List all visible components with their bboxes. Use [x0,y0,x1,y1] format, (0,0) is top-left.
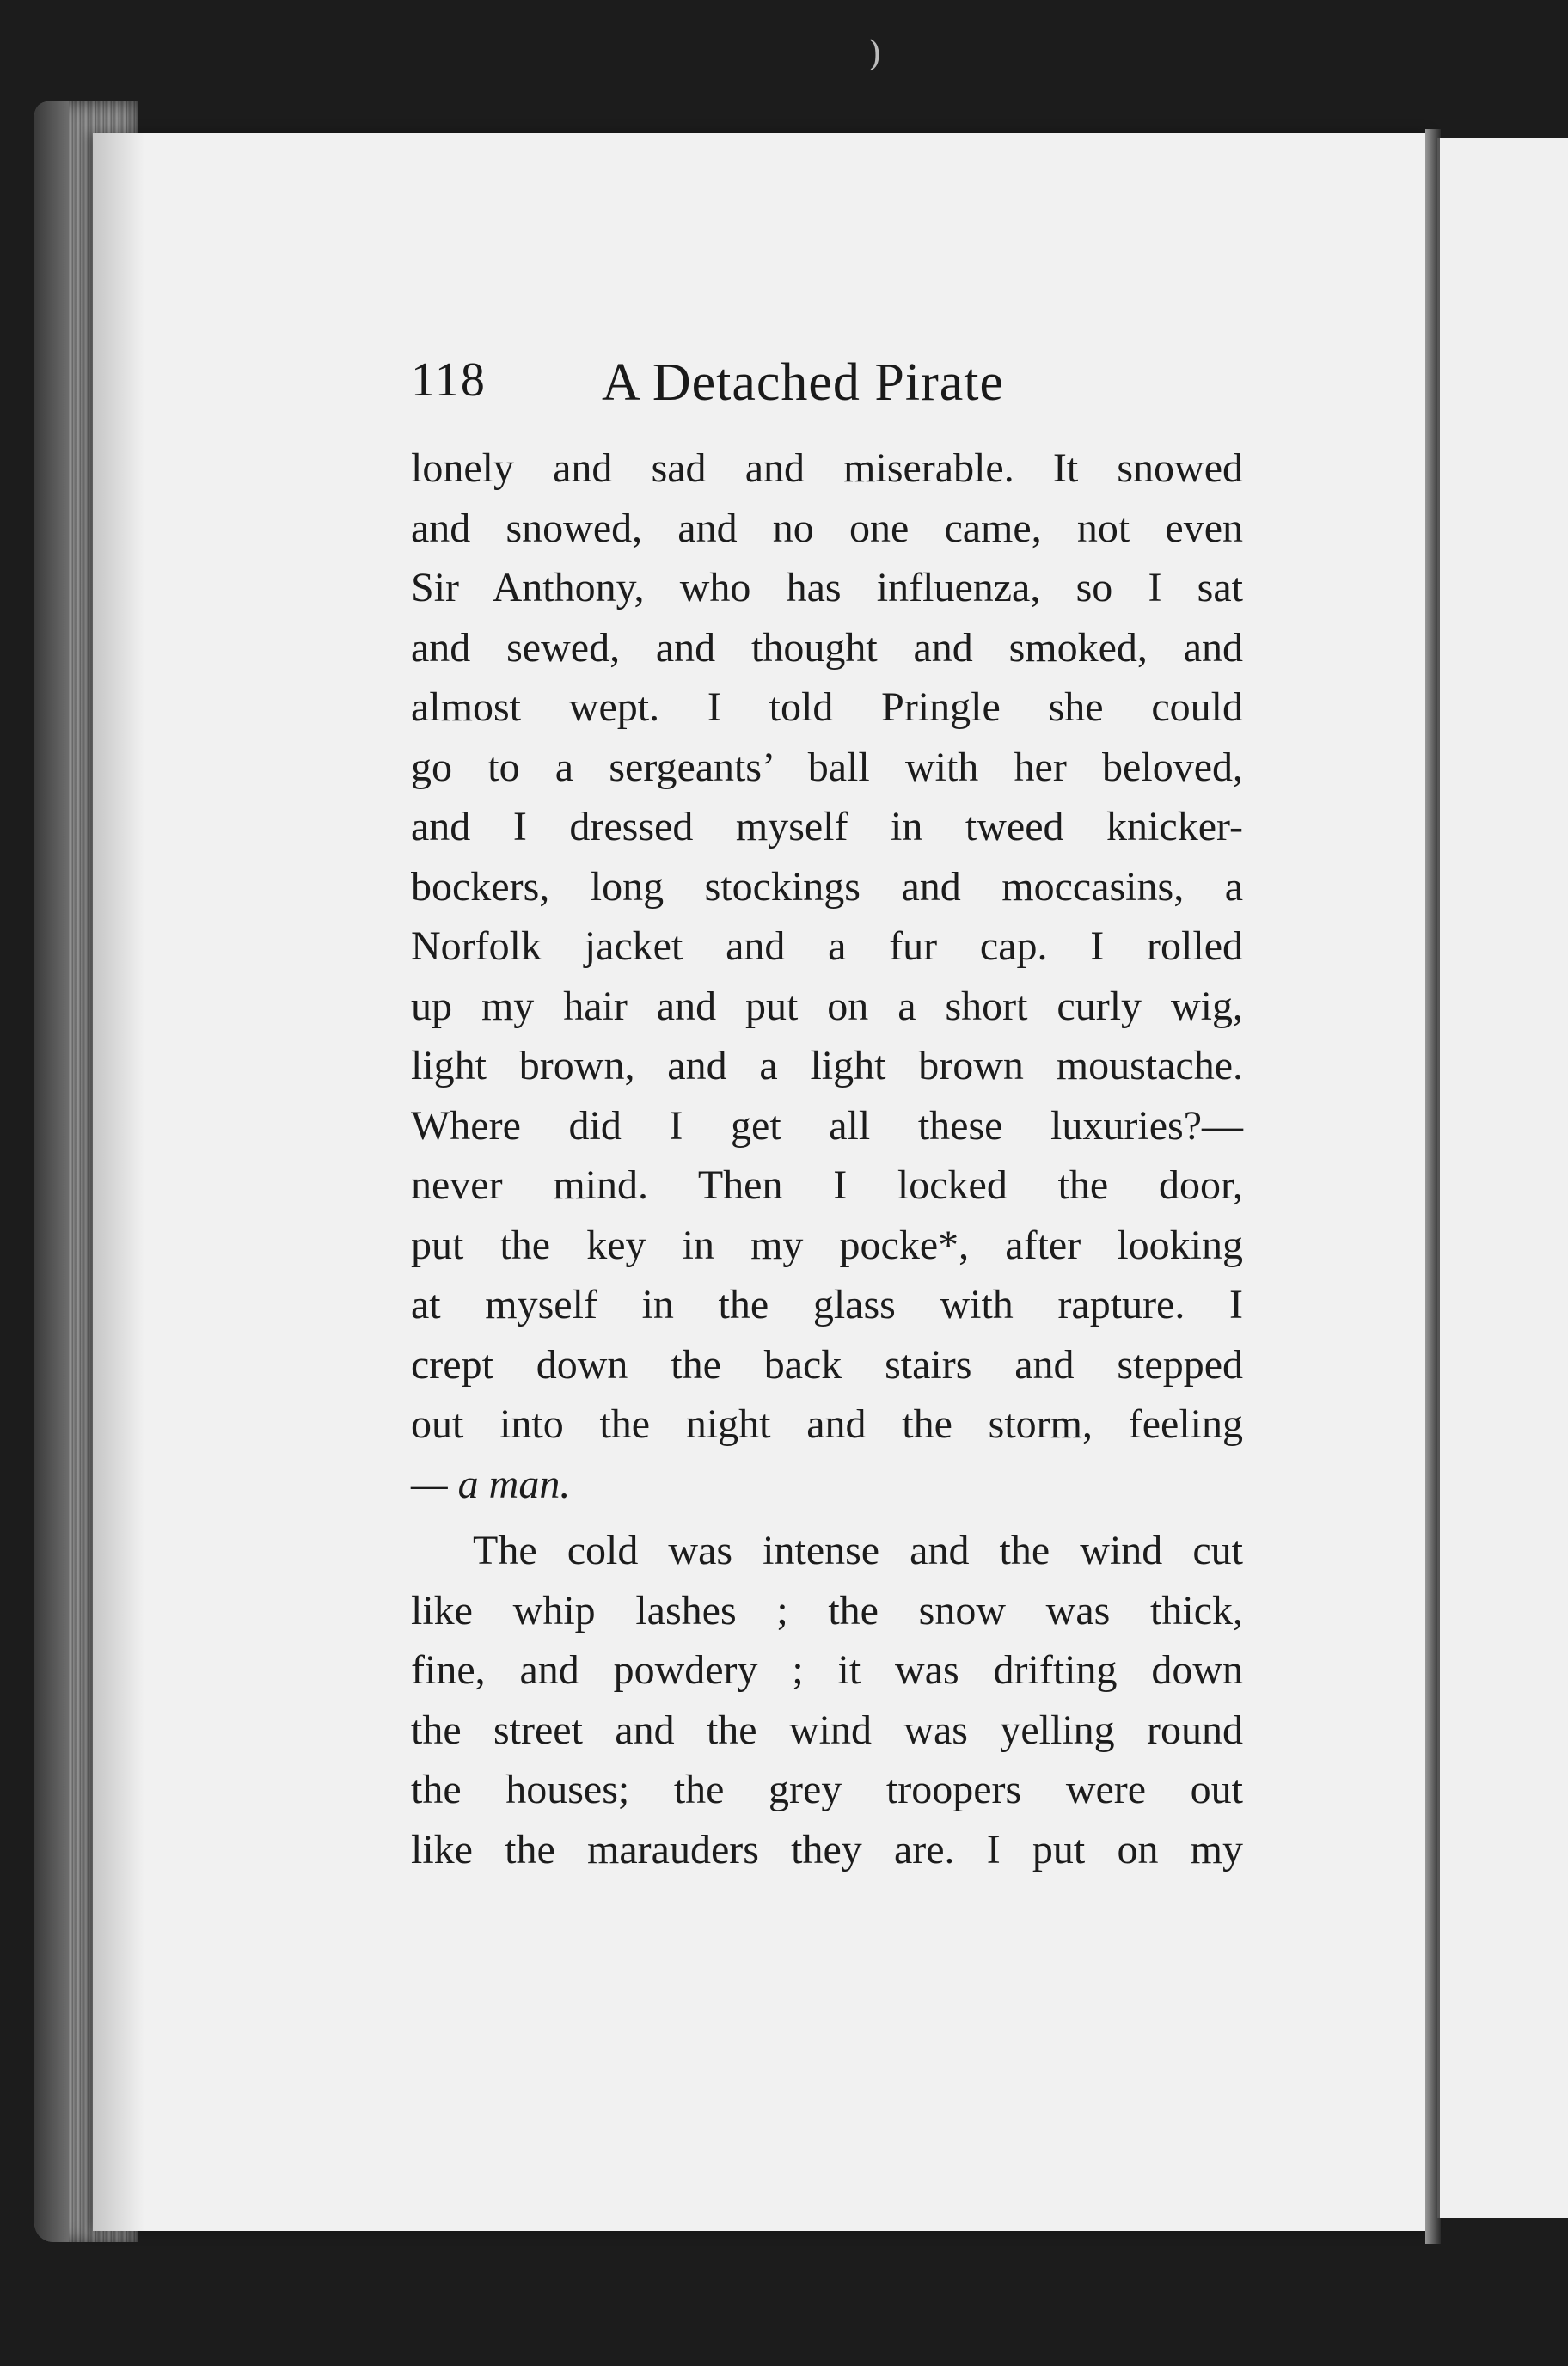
top-mark: ) [868,34,882,74]
text-line: The cold was intense and the wind cut [473,1528,1243,1573]
text-line: out into the night and the storm, feeling [411,1401,1243,1447]
text-line: lonely and sad and miserable. It snowed [411,445,1243,491]
text-line: go to a sergeants’ ball with her beloved, [411,744,1243,790]
text-line: light brown, and a light brown moustache. [411,1043,1243,1088]
text-line: like whip lashes ; the snow was thick, [411,1587,1243,1634]
text-line: crept down the back stairs and stepped [411,1341,1243,1388]
body-text [411,438,1243,1879]
text-line: the street and the wind was yelling round [411,1707,1243,1753]
text-line: never mind. Then I locked the door, [411,1162,1243,1208]
text-line: and sewed, and thought and smoked, and [411,624,1243,671]
paragraph-1 [411,438,1243,1514]
page-number: 118 [411,353,487,407]
text-line-italic: — a man. [411,1461,571,1507]
facing-page [1437,138,1568,2218]
text-line: like the marauders they are. I put on my [411,1826,1243,1873]
page-shadow [93,133,144,2231]
text-line: and I dressed myself in tweed knicker- [411,804,1243,849]
text-line: bockers, long stockings and moccasins, a [411,863,1243,910]
text-line: fine, and powdery ; it was drifting down [411,1647,1243,1693]
text-line: up my hair and put on a short curly wig, [411,983,1243,1029]
text-line: Sir Anthony, who has influenza, so I sat [411,565,1243,610]
text-line: Where did I get all these luxuries?— [411,1102,1243,1149]
paragraph-2 [411,1521,1243,1879]
text-line: almost wept. I told Pringle she could [411,684,1243,730]
text-line: at myself in the glass with rapture. I [411,1282,1243,1327]
running-title: A Detached Pirate [602,353,1005,412]
text-line: Norfolk jacket and a fur cap. I rolled [411,923,1243,969]
text-line: put the key in my pocke*, after looking [411,1222,1243,1268]
text-line: and snowed, and no one came, not even [411,505,1243,551]
text-line: the houses; the grey troopers were out [411,1767,1243,1812]
book-cover-edge [34,101,69,2242]
running-head [411,352,1236,421]
